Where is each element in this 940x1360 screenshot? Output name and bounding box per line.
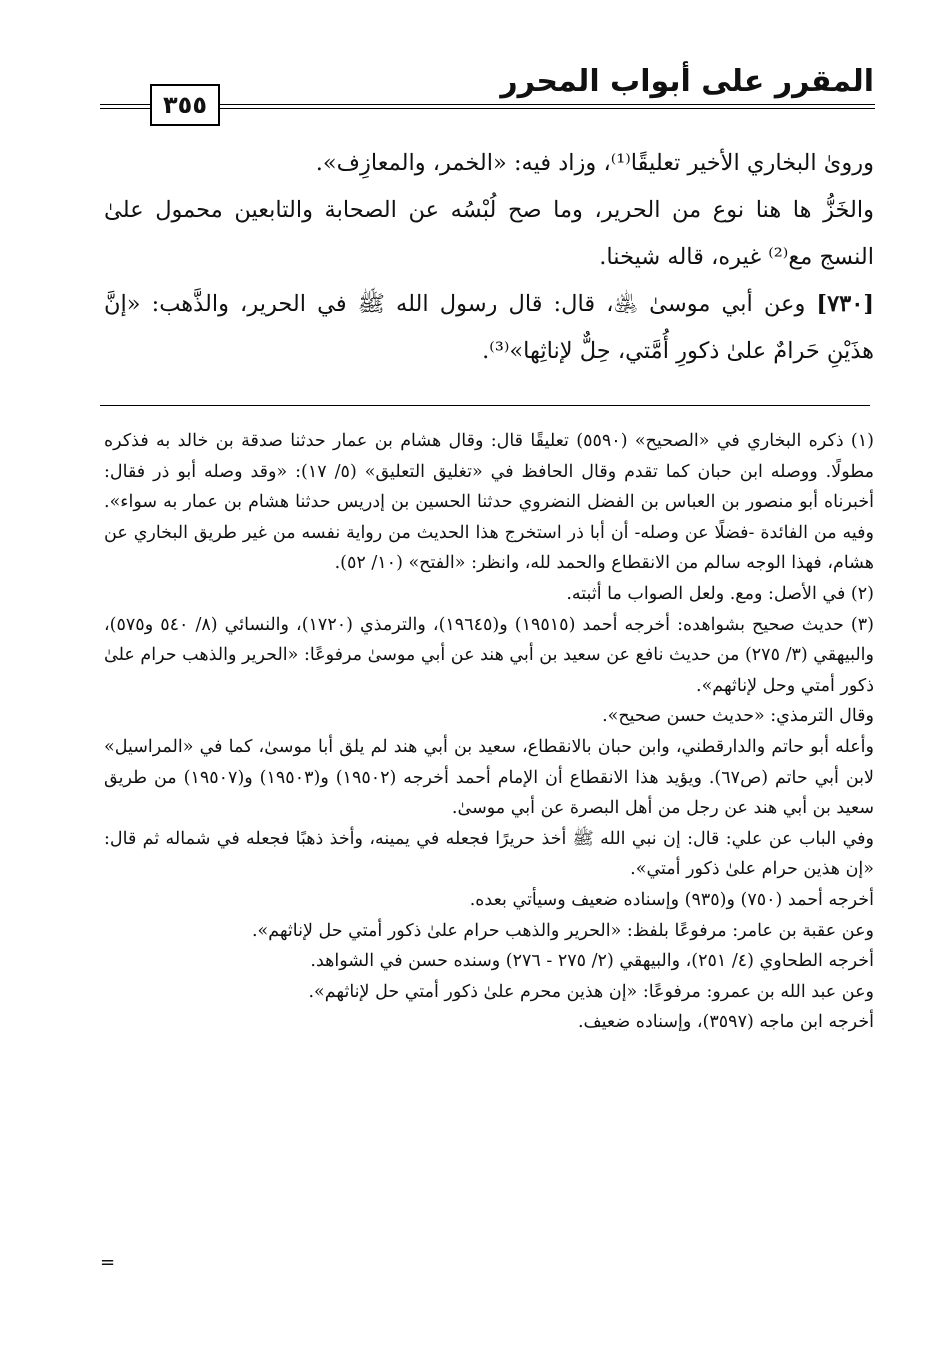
main-text <box>104 140 874 375</box>
end-mark: = <box>100 1252 116 1273</box>
page-number: ٣٥٥ <box>150 84 220 126</box>
hadith-text: وعن أبي موسىٰ ﵁، قال: قال رسول الله ﷺ في الحرير، والذَّهب: «إنَّ هذَيْنِ حَرامٌ علىٰ ذكورِ أُمَّتي، حِلٌّ لإناثِها»⁽³⁾. <box>104 291 874 364</box>
footnote-3-ali-takhrij: أخرجه أحمد (٧٥٠) و(٩٣٥) وإسناده ضعيف وسيأتي بعده. <box>469 889 874 910</box>
paragraph-2: والخَزُّ ها هنا نوع من الحرير، وما صح لُبْسُه عن الصحابة والتابعين محمول علىٰ النسج مع⁽²⁾ غيره، قاله شيخنا. <box>104 197 874 270</box>
footnote-separator <box>100 405 870 406</box>
running-title: المقرر على أبواب المحرر <box>500 64 874 99</box>
footnote-3-illa: وأعله أبو حاتم والدارقطني، وابن حبان بالانقطاع، سعيد بن أبي هند لم يلق أبا موسىٰ، كما في «المراسيل» لابن أبي حاتم (ص٦٧). ويؤيد هذا الانقطاع أن الإمام أحمد أخرجه (١٩٥٠٢) و(١٩٥٠٣) و(١٩٥٠٧) من طريق سعيد بن أبي هند عن رجل من أهل البصرة عن أبي موسىٰ. <box>104 736 875 819</box>
paragraph-1: وروىٰ البخاري الأخير تعليقًا⁽¹⁾، وزاد فيه: «الخمر، والمعازِف». <box>315 150 874 176</box>
hadith-paragraph <box>104 281 874 375</box>
footnote-3-abdullah: وعن عبد الله بن عمرو: مرفوعًا: «إن هذين محرم علىٰ ذكور أمتي حل لإناثهم». <box>308 981 874 1002</box>
footnote-3: (٣) حديث صحيح بشواهده: أخرجه أحمد (١٩٥١٥) و(١٩٦٤٥)، والترمذي (١٧٢٠)، والنسائي (٨/ ٥٤٠ و٥٧٥)، والبيهقي (٣/ ٢٧٥) من حديث نافع عن سعيد بن أبي هند عن أبي موسىٰ مرفوعًا: «الحرير والذهب حرام علىٰ ذكور أمتي وحل لإناثهم». <box>104 614 874 696</box>
footnote-1: (١) ذكره البخاري في «الصحيح» (٥٥٩٠) تعليقًا قال: وقال هشام بن عمار حدثنا صدقة بن خالد به فذكره مطولًا. ووصله ابن حبان كما تقدم وقال الحافظ في «تغليق التعليق» (٥/ ١٧): «وقد وصله أبو ذر فقال: أخبرناه أبو منصور بن العباس بن الفضل النضروي حدثنا الحسين بن إدريس حدثنا هشام بن عمار به سواء». وفيه من الفائدة -فضلًا عن وصله- أن أبا ذر استخرج هذا الحديث من رواية نفسه من غير طريق البخاري عن هشام، فهذا الوجه سالم من الانقطاع والحمد لله، وانظر: «الفتح» (١٠/ ٥٢). <box>104 431 874 574</box>
footnote-3-abdullah-takhrij: أخرجه ابن ماجه (٣٥٩٧)، وإسناده ضعيف. <box>577 1012 874 1033</box>
hadith-number: [٧٣٠] <box>816 291 874 317</box>
footnote-3-uqba-takhrij: أخرجه الطحاوي (٤/ ٢٥١)، والبيهقي (٢/ ٢٧٥ - ٢٧٦) وسنده حسن في الشواهد. <box>310 951 874 972</box>
footnote-2: (٢) في الأصل: ومع. ولعل الصواب ما أثبته. <box>566 583 874 604</box>
footnote-3-uqba: وعن عقبة بن عامر: مرفوعًا بلفظ: «الحرير والذهب حرام علىٰ ذكور أمتي حل لإناثهم». <box>251 920 874 941</box>
footnotes <box>104 426 874 1038</box>
footnote-3-ali: وفي الباب عن علي: قال: إن نبي الله ﷺ أخذ حريرًا فجعله في يمينه، وأخذ ذهبًا فجعله في شماله ثم قال: «إن هذين حرام علىٰ ذكور أمتي». <box>104 828 874 880</box>
footnote-3-tirmidhi: وقال الترمذي: «حديث حسن صحيح». <box>602 706 874 727</box>
